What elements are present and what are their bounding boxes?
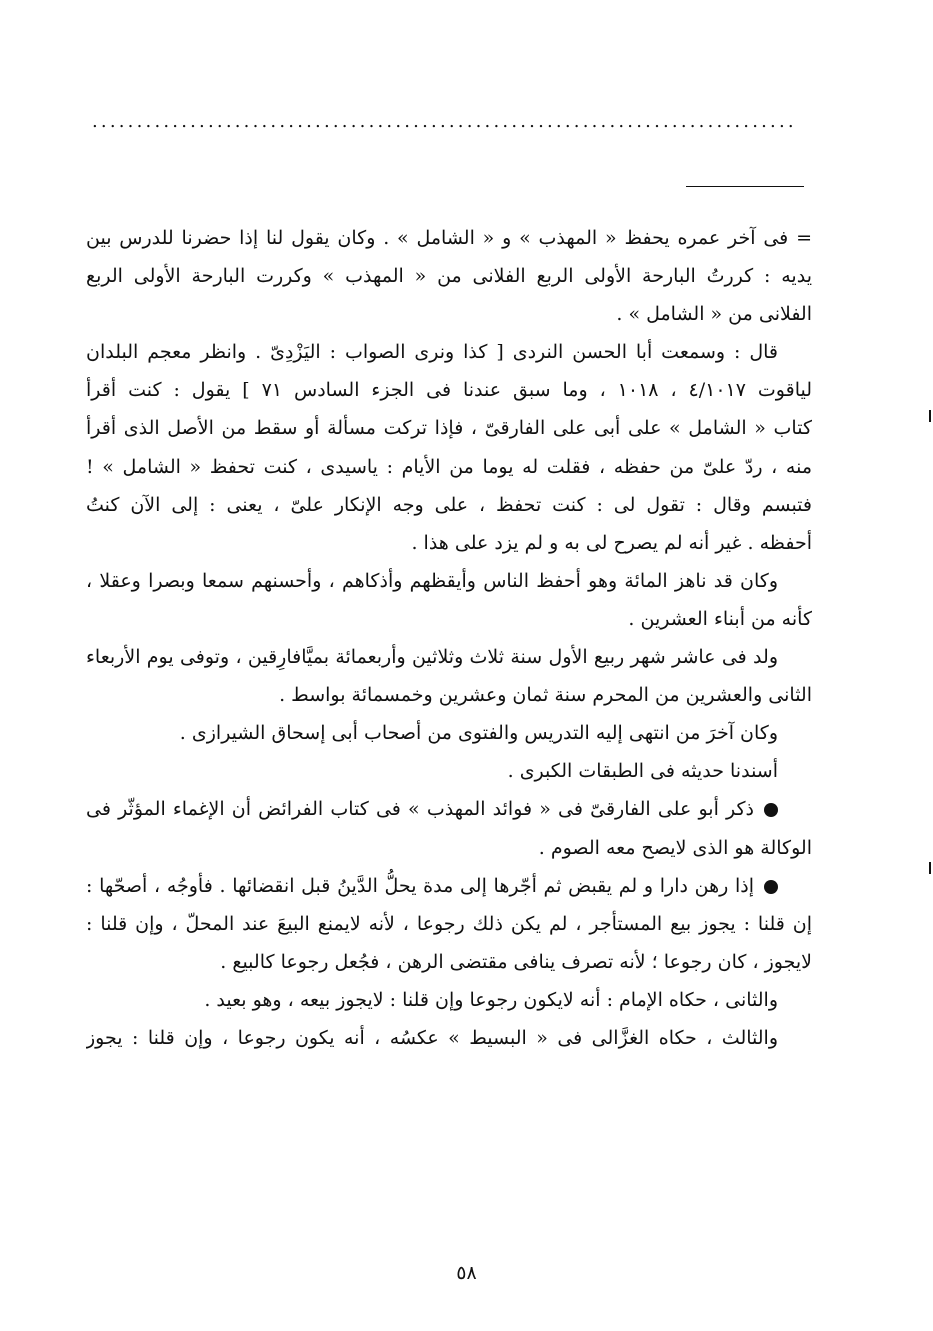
text-line: = فى آخر عمره يحفظ « المهذب » و « الشامل » . وكان يقول لنا إذا حضرنا للدرس بين [86,227,812,249]
text-line: إن قلنا : يجوز بيع المستأجر ، لم يكن ذلك رجوعا ، لأنه لايمنع البيعَ عند المحلّ ، وإن قلنا : [86,912,812,935]
text-line [86,790,812,828]
page-body [86,219,812,1057]
text-line: لياقوت ٤/١٠١٧ ، ١٠١٨ ، وما سبق عندنا فى الجزء السادس ٧١ ] يقول : كنت أقرأ [86,379,812,402]
margin-mark [929,862,931,874]
text-line: وكان آخرَ من انتهى إليه التدريس والفتوى من أصحاب أبى إسحاق الشيرازى . [179,722,778,745]
text-line: لايجوز ، كان رجوعا ؛ لأنه تصرف ينافى مقتضى الرهن ، فجُعل رجوعا كالبيع . [220,950,812,973]
text-line-content: ذكر أبو على الفارقىّ فى « فوائد المهذب » فى كتاب الفرائض أن الإغماء المؤثّر فى [86,798,754,821]
text-line-content: إذا رهن دارا و لم يقبض ثم أجّرها إلى مدة يحلُّ الدَّينُ قبل انقضائها . فأوجُه ، أصحّها : [86,874,754,897]
text-line: ولد فى عاشر شهر ربيع الأول سنة ثلاث وثلاثين وأربعمائة بميَّافارِقين ، وتوفى يوم الأربعاء [86,646,778,669]
text-line [86,867,812,905]
text-line: كأنه من أبناء العشرين . [628,607,812,630]
text-line: والثانى ، حكاه الإمام : أنه لايكون رجوعا وإن قلنا : لايجوز بيعه ، وهو بعيد . [204,988,778,1011]
page-number: ٥٨ [456,1262,477,1284]
text-line: كتاب « الشامل » على أبى على الفارقىّ ، فإذا تركت مسألة أو سقط من الأصل الذى أقرأ [86,417,812,440]
text-line: يديه : كررتُ البارحة الأولى الربع الفلانى من « المهذب » وكررت البارحة الأولى الربع [86,265,812,288]
margin-mark [929,410,931,422]
text-line: والثالث ، حكاه الغزَّالى فى « البسيط » عكسُه ، أنه يكون رجوعا ، وإن قلنا : يجوز [86,1026,778,1049]
text-line: الوكالة هو الذى لايصح معه الصوم . [538,836,812,859]
text-line: وكان قد ناهز المائة وهو أحفظ الناس وأيقظهم وأذكاهم ، وأحسنهم سمعا وبصرا وعقلا ، [86,569,778,592]
text-line: الثانى والعشرين من المحرم سنة ثمان وعشرين وخمسمائة بواسط . [279,684,812,707]
text-line: قال : وسمعت أبا الحسن النردى [ كذا ونرى الصواب : اليَزْدِىّ . وانظر معجم البلدان [86,341,778,364]
bullet-icon [764,880,778,894]
text-line: أحفظه . غير أنه لم يصرح لى به و لم يزد على هذا . [411,531,812,554]
text-line: الفلانى من « الشامل » . [616,303,812,326]
footnote-rule [686,186,804,187]
text-line: أسندنا حديثه فى الطبقات الكبرى . [507,760,778,783]
dotted-separator: ............................................................................... [92,112,797,132]
text-line: منه ، ردّ علىّ من حفظه ، فقلت له يوما من الأيام : ياسيدى ، كنت تحفظ « الشامل » ! [86,455,812,478]
text-line: فتبسم وقال : تقول لى : كنت تحفظ ، على وجه الإنكار علىّ ، يعنى : إلى الآن كنتُ [86,493,812,516]
bullet-icon [764,803,778,817]
